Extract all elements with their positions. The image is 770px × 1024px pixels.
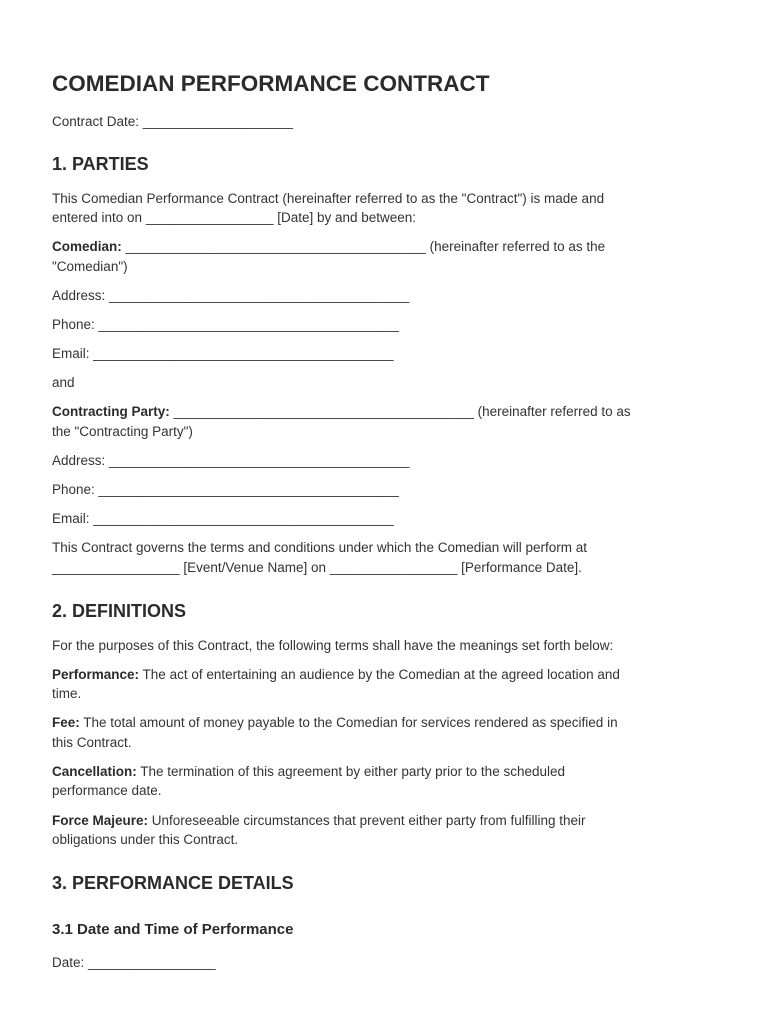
comedian-email: Email: ________________________________________ xyxy=(52,346,394,361)
contracting-party-label: Contracting Party: xyxy=(52,404,170,419)
party-address: Address: ________________________________________ xyxy=(52,453,410,468)
contracting-party-line-1 xyxy=(52,402,631,422)
def-performance-text: The act of entertaining an audience by the Comedian at the agreed location and xyxy=(139,667,620,682)
comedian-line-2: "Comedian") xyxy=(52,259,128,274)
party-phone: Phone: ________________________________________ xyxy=(52,482,399,497)
def-force-majeure-text: Unforeseeable circumstances that prevent either party from fulfilling their xyxy=(148,813,586,828)
performance-date: Date: _________________ xyxy=(52,955,216,970)
def-cancellation-line-1 xyxy=(52,762,565,782)
comedian-phone: Phone: ________________________________________ xyxy=(52,317,399,332)
def-cancellation-label: Cancellation: xyxy=(52,764,137,779)
def-performance-line-1 xyxy=(52,665,620,685)
comedian-label: Comedian: xyxy=(52,239,122,254)
contracting-party-line-2: the "Contracting Party") xyxy=(52,424,193,439)
def-fee-label: Fee: xyxy=(52,715,80,730)
governs-line-1: This Contract governs the terms and conditions under which the Comedian will perform at xyxy=(52,540,588,555)
parties-intro-line-1: This Comedian Performance Contract (hereinafter referred to as the "Contract") is made and xyxy=(52,191,605,206)
party-email: Email: ________________________________________ xyxy=(52,511,394,526)
def-cancellation-text: The termination of this agreement by either party prior to the scheduled xyxy=(136,764,566,779)
section-performance-details-heading: 3. PERFORMANCE DETAILS xyxy=(52,873,294,893)
def-cancellation-line-2: performance date. xyxy=(52,783,162,798)
comedian-line-1 xyxy=(52,237,605,257)
def-fee-text: The total amount of money payable to the Comedian for services rendered as specified in xyxy=(79,715,618,730)
comedian-blank: ________________________________________ (hereinafter referred to as the xyxy=(121,239,606,254)
definitions-intro: For the purposes of this Contract, the following terms shall have the meanings set forth below: xyxy=(52,638,614,653)
section-parties-heading: 1. PARTIES xyxy=(52,154,149,174)
def-force-majeure-label: Force Majeure: xyxy=(52,813,149,828)
parties-intro-line-2: entered into on _________________ [Date] by and between: xyxy=(52,210,417,225)
contract-date: Contract Date: ____________________ xyxy=(52,114,293,129)
def-fee-line-1 xyxy=(52,713,618,733)
subsection-date-time-heading: 3.1 Date and Time of Performance xyxy=(52,921,294,938)
comedian-address: Address: ________________________________________ xyxy=(52,288,410,303)
def-force-majeure-line-1 xyxy=(52,811,585,831)
document-title: COMEDIAN PERFORMANCE CONTRACT xyxy=(52,71,490,96)
section-definitions-heading: 2. DEFINITIONS xyxy=(52,601,187,621)
def-fee-line-2: this Contract. xyxy=(52,735,132,750)
def-force-majeure-line-2: obligations under this Contract. xyxy=(52,832,239,847)
governs-line-2: _________________ [Event/Venue Name] on _________________ [Performance Date]. xyxy=(52,560,582,575)
def-performance-label: Performance: xyxy=(52,667,140,682)
def-performance-line-2: time. xyxy=(52,686,82,701)
contracting-party-blank: ________________________________________ (hereinafter referred to as xyxy=(169,404,631,419)
and-text: and xyxy=(52,375,75,390)
